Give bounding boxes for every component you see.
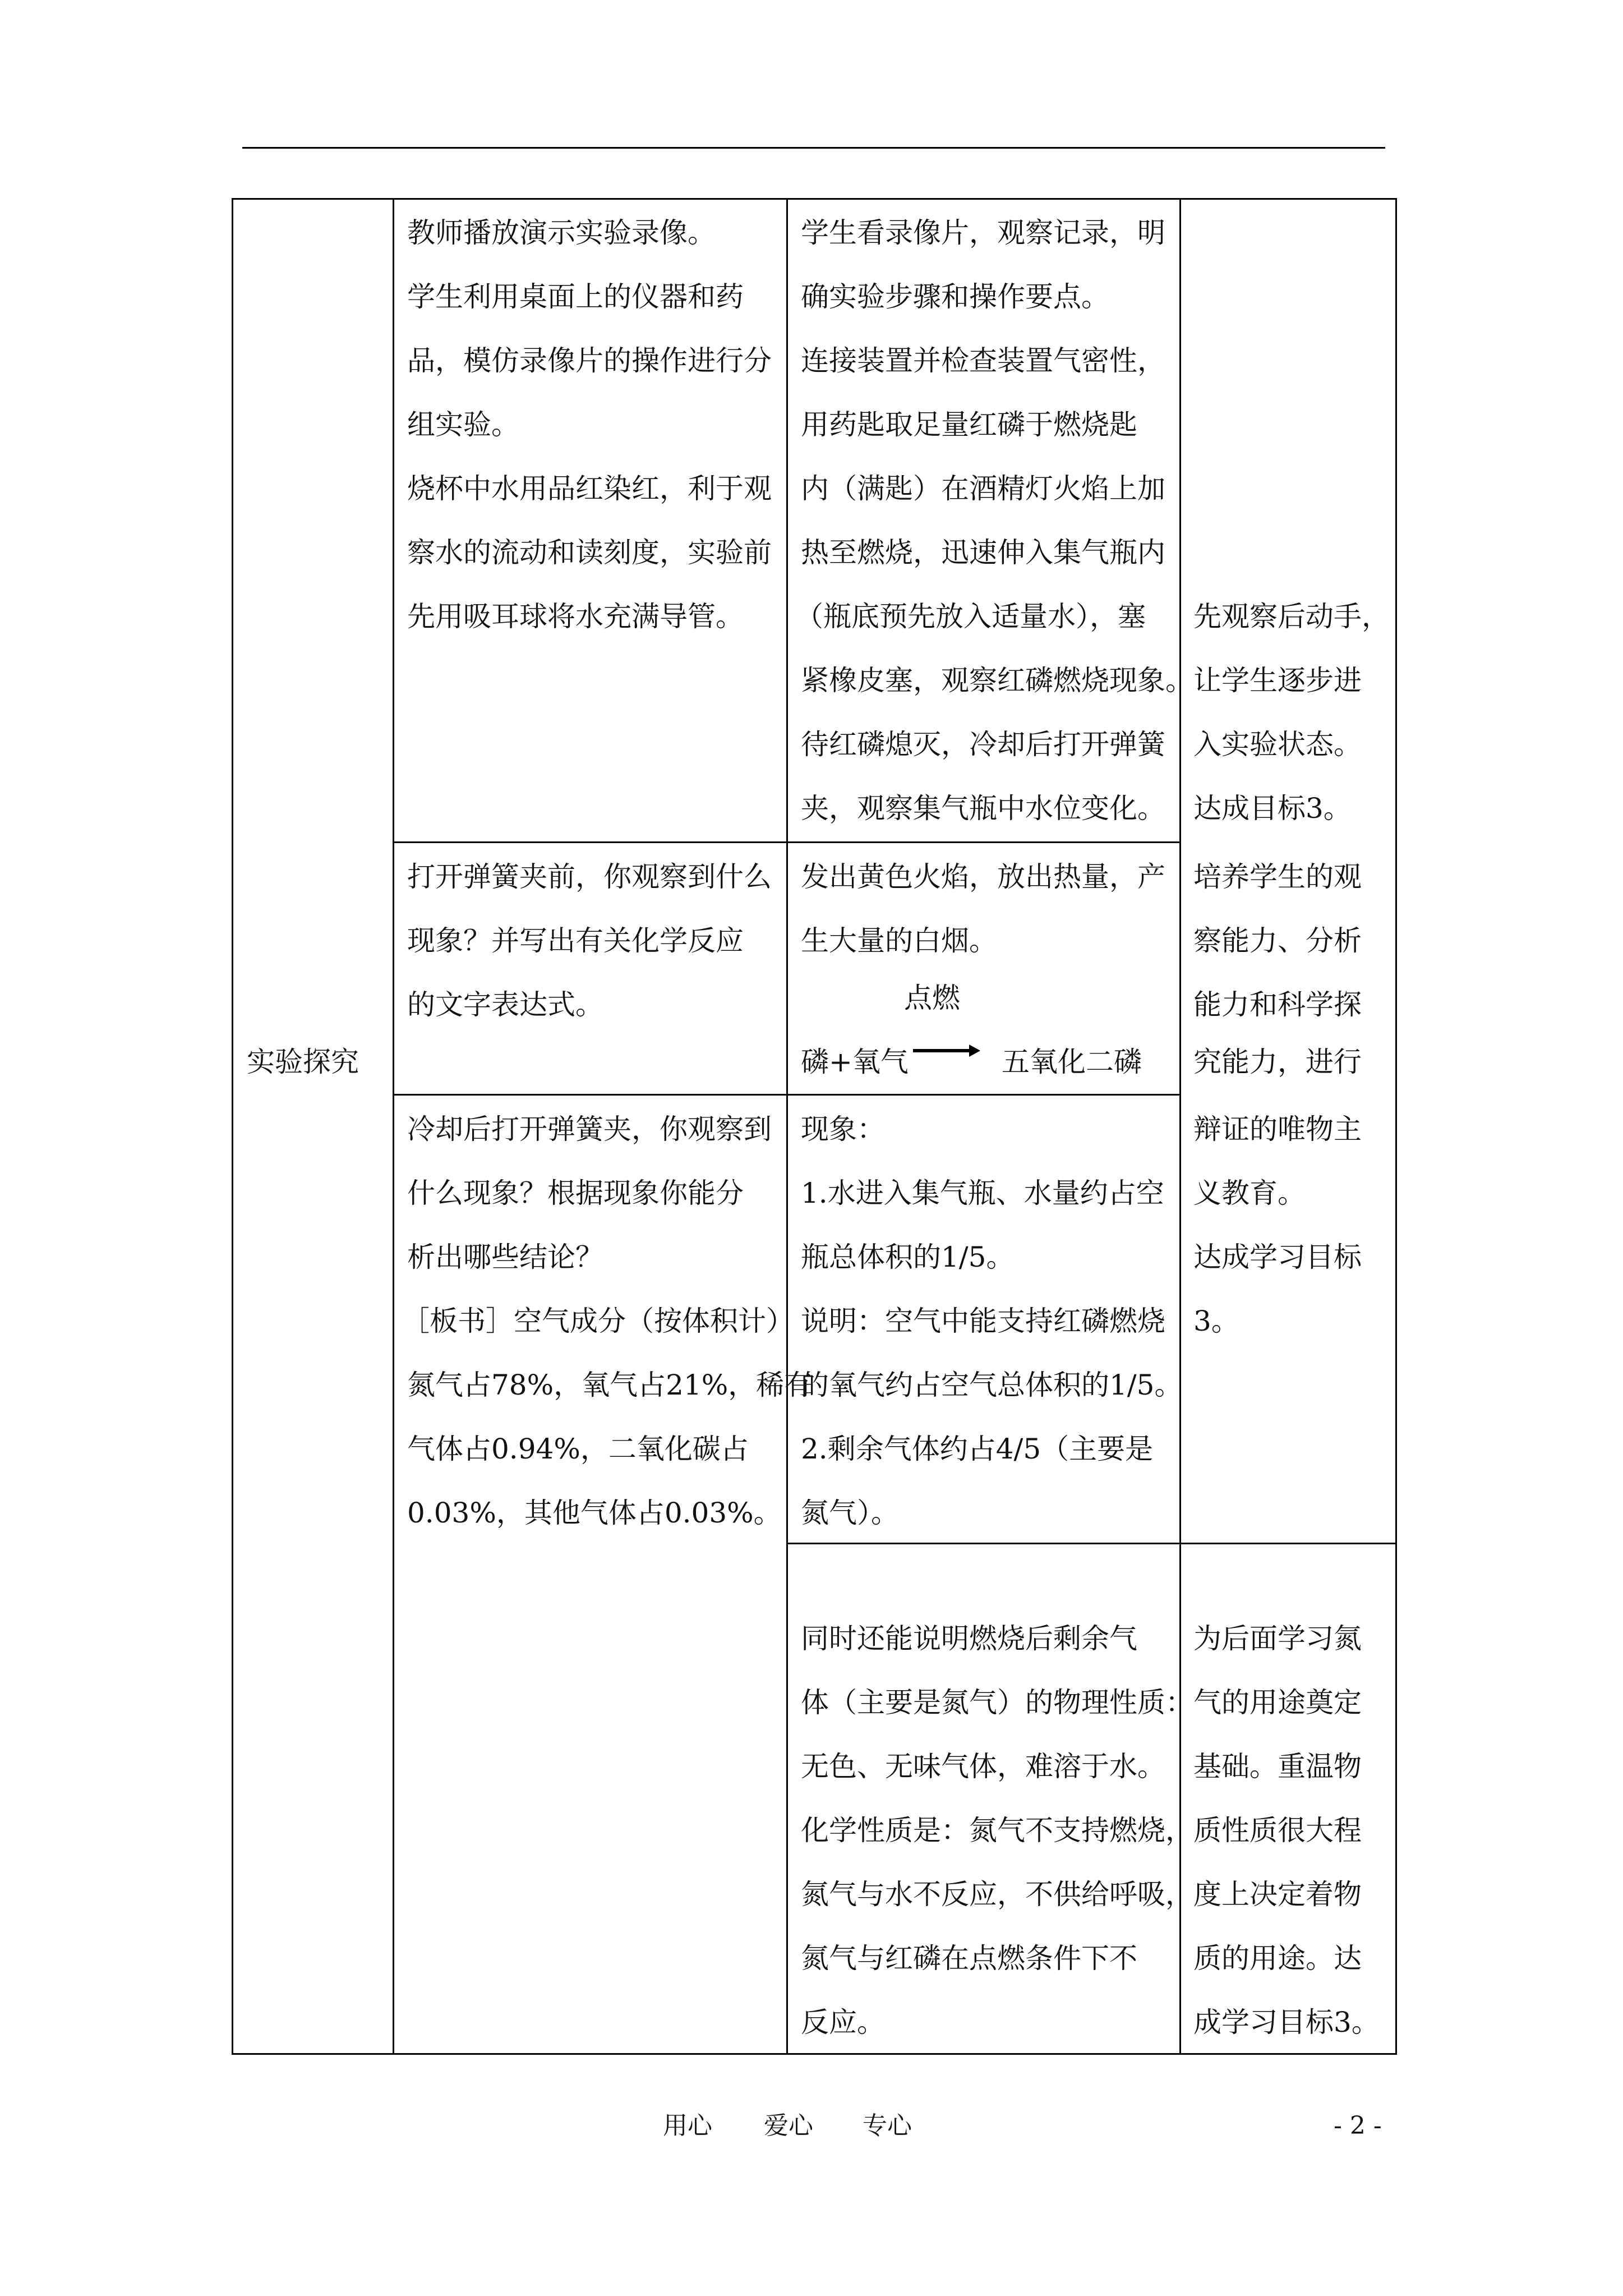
text-line: 为后面学习氮 [1193,1622,1362,1655]
footer-motto-3: 专心 [863,2111,912,2140]
text-line: 学生利用桌面上的仪器和药 [407,280,744,313]
reaction-reactants: 磷+氧气 [801,1046,909,1078]
text-line: 3。 [1193,1305,1239,1337]
row-divider-teacher-1 [393,841,788,843]
text-line: 度上决定着物 [1193,1878,1362,1911]
footer-motto-2: 爱心 [764,2111,813,2140]
row-divider-student-2 [786,1094,1181,1096]
reaction-arrow [913,1042,980,1059]
table-border-left [232,198,233,2055]
text-line: 烧杯中水用品红染红，利于观 [407,472,772,505]
text-line: 组实验。 [407,408,519,441]
row-divider-student-1 [786,841,1181,843]
text-line: 热至燃烧，迅速伸入集气瓶内 [801,536,1165,569]
column-divider-2 [786,198,788,2055]
text-line: 确实验步骤和操作要点。 [801,280,1109,313]
text-line: 义教育。 [1193,1177,1306,1209]
text-line: 打开弹簧夹前，你观察到什么 [407,861,772,893]
page-number: - 2 - [1334,2111,1382,2140]
text-line: 2.剩余气体约占4/5（主要是 [801,1433,1154,1465]
text-line: 达成学习目标 [1193,1241,1362,1273]
text-line: 什么现象？根据现象你能分 [407,1177,744,1209]
text-line: 辩证的唯物主 [1193,1113,1362,1145]
text-line: 待红磷熄灭，冷却后打开弹簧 [801,728,1165,761]
footer-motto-1: 用心 [663,2111,712,2140]
text-line: 瓶总体积的1/5。 [801,1241,1015,1273]
text-line: 的文字表达式。 [407,988,603,1021]
text-line: 氮气占78%，氧气占21%，稀有 [407,1369,813,1401]
text-line: 让学生逐步进 [1193,664,1362,697]
text-line: 体（主要是氮气）的物理性质： [801,1686,1193,1719]
text-line: 察能力、分析 [1193,924,1362,957]
text-line: 氮气）。 [801,1497,899,1529]
text-line: 质性质很大程 [1193,1814,1362,1847]
reaction-condition: 点燃 [904,982,960,1014]
text-line: 能力和科学探 [1193,988,1362,1021]
text-line: 1.水进入集气瓶、水量约占空 [801,1177,1164,1209]
text-line: 先用吸耳球将水充满导管。 [407,600,744,633]
text-line: 的氧气约占空气总体积的1/5。 [801,1369,1183,1401]
text-line: 发出黄色火焰，放出热量，产 [801,861,1165,893]
text-line: 冷却后打开弹簧夹，你观察到 [407,1113,772,1145]
text-line: 察水的流动和读刻度，实验前 [407,536,772,569]
text-line: 说明：空气中能支持红磷燃烧 [801,1305,1165,1337]
table-border-top [232,198,1397,200]
text-line: 紧橡皮塞，观察红磷燃烧现象。 [801,664,1193,697]
text-line: 先观察后动手， [1193,600,1390,633]
text-line: 连接装置并检查装置气密性， [801,344,1165,377]
text-line: 入实验状态。 [1193,728,1362,761]
table-border-right [1395,198,1397,2055]
row-divider-teacher-2 [393,1094,788,1096]
text-line: 反应。 [801,2006,885,2039]
text-line: 无色、无味气体，难溶于水。 [801,1750,1165,1783]
text-line: 教师播放演示实验录像。 [407,217,716,249]
reaction-product: 五氧化二磷 [1002,1046,1142,1078]
column-divider-1 [393,198,394,2055]
section-label: 实验探究 [247,1046,359,1078]
column-divider-3 [1179,198,1181,2055]
text-line: 析出哪些结论？ [407,1241,603,1273]
header-rule [242,147,1385,149]
text-line: 基础。重温物 [1193,1750,1362,1783]
text-line: 0.03%，其他气体占0.03%。 [407,1497,782,1529]
text-line: 成学习目标3。 [1193,2006,1380,2039]
text-line: 化学性质是：氮气不支持燃烧， [801,1814,1193,1847]
text-line: 氮气与水不反应，不供给呼吸， [801,1878,1193,1911]
text-line: 夹，观察集气瓶中水位变化。 [801,792,1165,825]
text-line: 究能力，进行 [1193,1046,1362,1078]
text-line: 用药匙取足量红磷于燃烧匙 [801,408,1137,441]
text-line: 气的用途奠定 [1193,1686,1362,1719]
text-line: 质的用途。达 [1193,1942,1362,1975]
text-line: 同时还能说明燃烧后剩余气 [801,1622,1137,1655]
text-line: 达成目标3。 [1193,792,1352,825]
text-line: 生大量的白烟。 [801,924,997,957]
text-line: 现象： [801,1113,885,1145]
text-line: 内（满匙）在酒精灯火焰上加 [801,472,1165,505]
text-line: 氮气与红磷在点燃条件下不 [801,1942,1137,1975]
text-line: （瓶底预先放入适量水），塞 [795,600,1146,633]
text-line: 现象？并写出有关化学反应 [407,924,744,957]
text-line: 品，模仿录像片的操作进行分 [407,344,772,377]
text-line: 学生看录像片，观察记录，明 [801,217,1165,249]
text-line: ［板书］空气成分（按体积计） [402,1305,794,1337]
text-line: 培养学生的观 [1193,861,1362,893]
text-line: 气体占0.94%，二氧化碳占 [407,1433,749,1465]
